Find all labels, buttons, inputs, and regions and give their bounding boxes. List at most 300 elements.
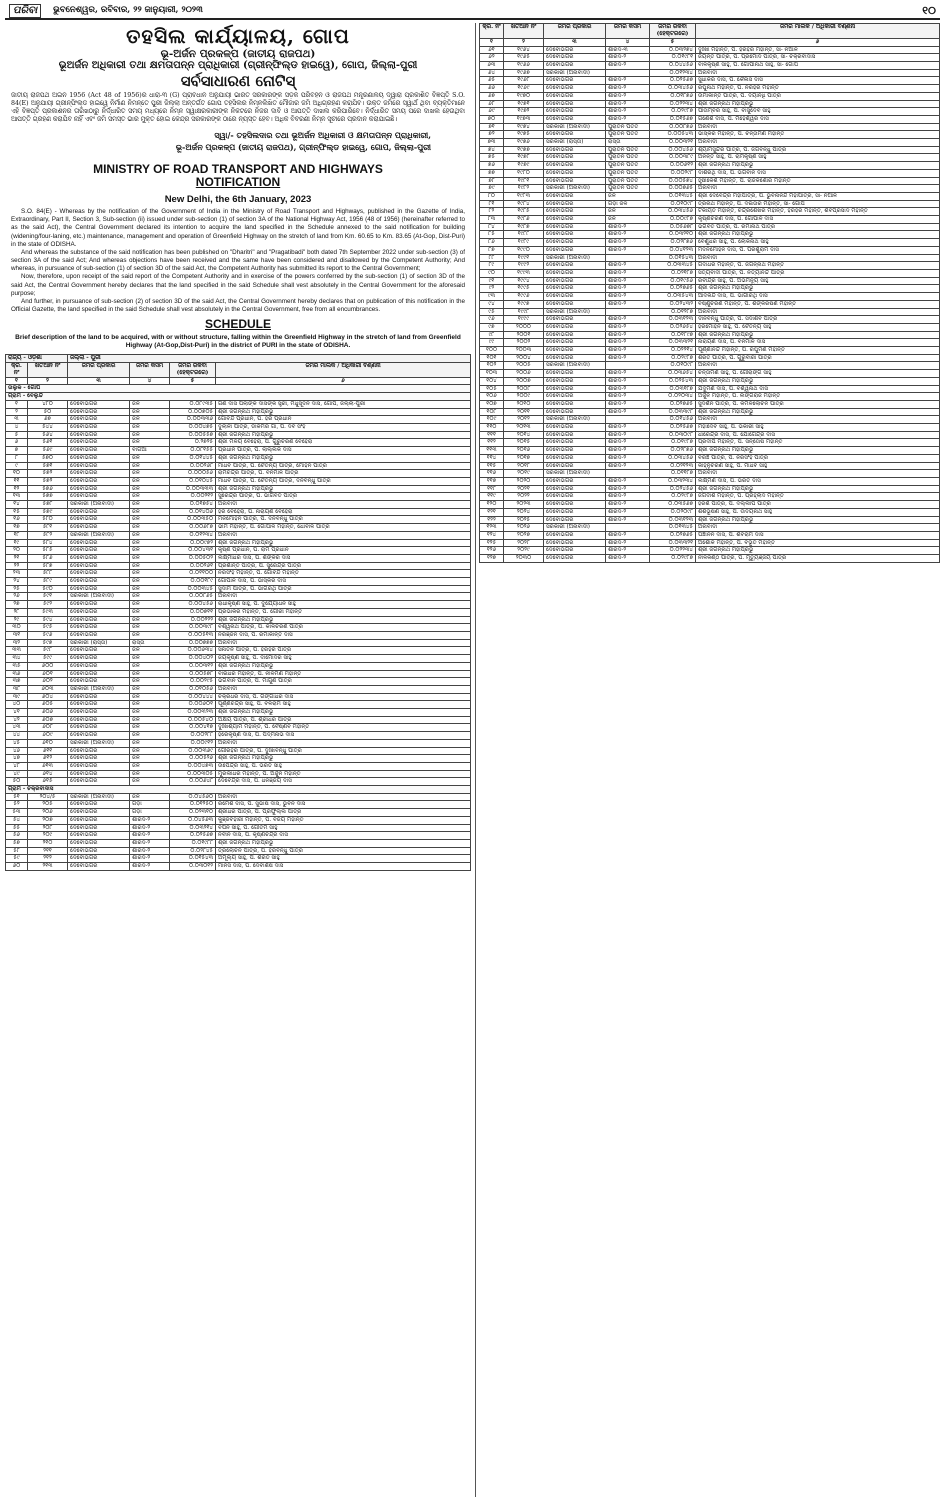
table-row: [480, 231, 940, 239]
land-class-cell: ଜଳ: [130, 655, 170, 663]
serial-cell: ୨୭: [6, 601, 28, 609]
land-type-cell: ଦେବୋଭଗର: [68, 647, 130, 655]
khata-cell: ୫୯୮: [28, 647, 68, 655]
land-type-cell: ଦେବୋଭଗର: [544, 339, 606, 347]
owner-cell: ମନମୋହନ ପାତ୍ର, ପି. ଦିନବନ୍ଧୁ ପାତ୍ର: [216, 516, 471, 524]
serial-cell: ୮୩: [480, 216, 504, 224]
land-type-cell: ଦେବୋଭଗର: [544, 115, 606, 123]
area-cell: ୦.୦୩୫୪୩: [650, 293, 696, 301]
land-type-cell: ଦେବୋଭଗର: [68, 747, 130, 755]
land-class-cell: ଶାରଦ-୨: [606, 331, 650, 339]
khata-cell: ୨୦୨୪: [504, 508, 544, 516]
schedule-table-right: [479, 23, 940, 563]
land-class-cell: ଶାରଦ-୨: [606, 555, 650, 563]
area-cell: ୦.୦୦୯୮୭: [650, 216, 696, 224]
land-type-cell: ଦେବୋଭଗର: [68, 839, 130, 847]
owner-cell: ପ୍ରଦୀପ ମହାନ୍ତି, ପି. ସନ୍ତୋଷ ମହାନ୍ତି: [696, 439, 940, 447]
land-class-cell: ଜଳ: [130, 439, 170, 447]
owner-cell: ଭାସ୍କର ମହାନ୍ତି, ପି. ଚିନ୍ତାମଣି ମହାନ୍ତି: [696, 131, 940, 139]
land-type-cell: ଦେବୋଭଗର: [68, 524, 130, 532]
land-type-cell: ଦେବୋଭଗର: [544, 54, 606, 62]
table-row: [6, 709, 471, 717]
area-cell: ୦.୦୩୧୮୭: [650, 385, 696, 393]
khata-cell: ୨୦୦୬: [504, 370, 544, 378]
odia-title: ତହସିଲ କାର୍ଯ୍ୟାଳୟ, ଗୋପ: [126, 24, 350, 48]
table-row: [6, 670, 471, 678]
table-row: [6, 400, 471, 408]
table-row: [480, 69, 940, 77]
serial-cell: ୯୭: [480, 323, 504, 331]
notification-heading: NOTIFICATION: [195, 175, 281, 190]
serial-cell: ୧୨୭: [480, 555, 504, 563]
column-number: ୧: [480, 38, 504, 46]
owner-cell: ବିଷ୍ଣୁଚରଣ ମହାନ୍ତି, ପି. ଶଙ୍କରଷଣ ମହାନ୍ତି: [696, 300, 940, 308]
serial-cell: ୧୦୯: [480, 416, 504, 424]
area-cell: ୦.୦୧୯୮୧: [650, 54, 696, 62]
serial-cell: ୮୨: [480, 208, 504, 216]
land-class-cell: ଜଳ: [130, 770, 170, 778]
land-class-cell: ଜଳ: [130, 585, 170, 593]
land-class-cell: ଗଡ଼ା: [130, 809, 170, 817]
table-row: [6, 439, 471, 447]
table-row: [6, 454, 471, 462]
area-cell: ୦.୦୩୩୨୧: [650, 539, 696, 547]
odia-authority: ଭୂଅର୍ଜନ ଅଧିକାରୀ ତଥା କ୍ଷମତାପନ୍ନ ପ୍ରାଧିକାରୀ (ଗ୍ରୀନ୍‌ଫିଲ୍ଡ ହାଇୱେ), ଗୋପ, ଜିଲ୍ଲା-ପୁରୀ: [58, 60, 418, 72]
land-class-cell: ଶାରଦ-୨: [606, 285, 650, 293]
khata-cell: ୨୦୦୭: [504, 377, 544, 385]
table-row: [6, 755, 471, 763]
table-row: [480, 146, 940, 154]
khata-cell: ୧୯୯୧: [504, 254, 544, 262]
area-cell: ୦.୦୧୯୮୭: [650, 439, 696, 447]
area-cell: ୦.୦୦୪୦୨: [170, 655, 216, 663]
area-cell: ୦.୨୭୨୫: [170, 439, 216, 447]
serial-cell: ୬୪: [480, 69, 504, 77]
serial-cell: ୯୦: [480, 270, 504, 278]
area-cell: ୦.୦୦୬୩୪: [170, 647, 216, 655]
land-class-cell: ଶାରଦ-୨: [606, 400, 650, 408]
owner-cell: ମହାଦେବ ସାହୁ, ପି. ଭିକାରୀ ସାହୁ: [696, 424, 940, 432]
owner-cell: ଶ୍ରୀ ଜଗନ୍ନାଥ ମହାପ୍ରଭୁ: [696, 485, 940, 493]
table-row: [480, 400, 940, 408]
land-type-cell: ଦେବୋଭଗର: [544, 555, 606, 563]
land-type-cell: ଦେବୋଭଗର: [544, 62, 606, 70]
column-number-row: [6, 377, 471, 385]
table-row: [480, 547, 940, 555]
serial-cell: ୬୨: [480, 54, 504, 62]
khata-cell: ୧୯୭୪: [504, 123, 544, 131]
table-row: [6, 477, 471, 485]
land-type-cell: ଦେବୋଭଗର: [544, 200, 606, 208]
land-type-cell: ଦେବୋଭଗର: [68, 616, 130, 624]
area-cell: ୦.୦୧୫୪୩: [170, 855, 216, 863]
land-type-cell: ଦେବୋଭଗର: [68, 400, 130, 408]
column-number-row: [480, 38, 940, 46]
serial-cell: ୮: [6, 454, 28, 462]
land-type-cell: ଦେବୋଭଗର: [544, 501, 606, 509]
owner-cell: ଶ୍ରୀ ଜଗନ୍ନାଥ ମହାପ୍ରଭୁ: [216, 662, 471, 670]
area-cell: ୦.୦୧୨୫୦: [170, 801, 216, 809]
table-row: [6, 732, 471, 740]
khata-cell: ୧୯୮୫: [504, 208, 544, 216]
serial-cell: ୧୪: [6, 501, 28, 509]
table-row: [480, 477, 940, 485]
table-row: [480, 339, 940, 347]
table-row: [480, 123, 940, 131]
area-cell: ୦.୦୩୩୨୧: [650, 339, 696, 347]
owner-cell: ପ୍ରଶାନ୍ତ ପାତ୍ର, ପି. ସୁରେନ୍ଦ୍ର ପାତ୍ର: [216, 562, 471, 570]
serial-cell: ୬୦: [6, 863, 28, 871]
khata-cell: ୨୦୩୦: [504, 555, 544, 563]
owner-cell: ଅକ୍ଷୟ ପାତ୍ର, ପି. ଶ୍ରୀଧର ପାତ୍ର: [216, 716, 471, 724]
owner-cell: ରଘୁନାଥ ମହାନ୍ତି, ପି. ନରହରି ମହାନ୍ତି: [696, 85, 940, 93]
land-type-cell: ଦେବୋଭଗର: [68, 424, 130, 432]
table-row: [6, 616, 471, 624]
land-class-cell: ଶାରଦ-୨: [606, 462, 650, 470]
table-row: [480, 100, 940, 108]
land-class-cell: ଜଳ: [130, 747, 170, 755]
area-cell: ୦.୦୦୨୨୨: [170, 616, 216, 624]
khata-cell: ୨୦୨୭: [504, 531, 544, 539]
table-row: [6, 793, 471, 801]
area-cell: ୦.୦୦୫୭୮: [170, 670, 216, 678]
land-type-cell: ଦେବୋଭଗର: [68, 485, 130, 493]
owner-cell: ପଞ୍ଚାନନ ଦାସ, ପି. ଶିବରାମ ଦାସ: [696, 531, 940, 539]
khata-cell: ୧୯୯୭: [504, 300, 544, 308]
khata-cell: ୬୧୧: [28, 747, 68, 755]
land-class-cell: ଶାରଦ-୨: [606, 262, 650, 270]
land-class-cell: ଶାରଦ-୨: [130, 824, 170, 832]
land-class-cell: ପୁରାତନ ପତିତ: [606, 154, 650, 162]
area-cell: ୦.୦୦୪୭୫: [170, 424, 216, 432]
land-type-cell: ଦେବୋଭଗର: [544, 293, 606, 301]
owner-cell: ସୁଦାମ ପାତ୍ର, ପି. ଭାଗିରଥି ପାତ୍ର: [216, 585, 471, 593]
khata-cell: ୫୯୯: [28, 655, 68, 663]
land-type-cell: ଦେବୋଭଗର: [544, 239, 606, 247]
owner-cell: ହରେକୃଷ୍ଣ ଦାସ, ପି. ପଦ୍ମନାଭ ଦାସ: [216, 732, 471, 740]
land-type-cell: ଦେବୋଭଗର: [68, 431, 130, 439]
owner-cell: ଅନାବାଦୀ: [216, 639, 471, 647]
area-cell: ୦.୦୦୯୭୨: [170, 539, 216, 547]
serial-cell: ୫୬: [6, 832, 28, 840]
land-class-cell: ଜଳ: [130, 724, 170, 732]
serial-cell: ୭୨: [480, 131, 504, 139]
serial-cell: ୨୧: [6, 554, 28, 562]
serial-cell: ୭୧: [480, 123, 504, 131]
area-cell: ୦.୦୩୨୧୦: [650, 231, 696, 239]
area-cell: ୦.୦୧୩୪୫: [650, 524, 696, 532]
land-class-cell: ଶାରଦ-୨: [606, 239, 650, 247]
table-row: [480, 185, 940, 193]
table-row: [480, 462, 940, 470]
serial-cell: ୩୦: [6, 624, 28, 632]
owner-cell: ବେଣୁଧର ସାହୁ, ପି. ଲୋକନାଥ ସାହୁ: [696, 239, 940, 247]
owner-cell: ସତ୍ୟବାଦୀ ପାତ୍ର, ପି. ନିତ୍ୟାନନ୍ଦ ପାତ୍ର: [696, 270, 940, 278]
land-class-cell: ଶାରଦ-୨: [606, 115, 650, 123]
column-number: ୩: [544, 38, 606, 46]
land-type-cell: ଦେବୋଭଗର: [68, 724, 130, 732]
land-class-cell: ଶାରଦ-୨: [606, 246, 650, 254]
area-cell: ୦.୦୦୫୨୬: [170, 755, 216, 763]
area-cell: ୦.୦୦୭୬୫: [650, 185, 696, 193]
land-class-cell: ଶାରଦ-୨: [606, 316, 650, 324]
column-number: ୩: [68, 377, 130, 385]
land-type-cell: ଦେବୋଭଗର: [544, 262, 606, 270]
table-row: [480, 431, 940, 439]
table-row: [6, 501, 471, 509]
owner-cell: କୁଞ୍ଜବିହାରୀ ମହାନ୍ତି, ପି. ବିଜୟ ମହାନ୍ତି: [216, 816, 471, 824]
land-type-cell: ଦେବୋଭଗର: [68, 508, 130, 516]
column-header: କ୍ର. ନଂ: [6, 362, 28, 377]
page-number: ୧୦: [922, 3, 936, 17]
land-type-cell: ଦେବୋଭଗର: [544, 539, 606, 547]
land-class-cell: ପୁରାତନ ପତିତ: [606, 169, 650, 177]
land-type-cell: ଦେବୋଭଗର: [544, 531, 606, 539]
owner-cell: ତ୍ରିଲୋଚନ ପାତ୍ର, ପି. ହରିବନ୍ଧୁ ପାତ୍ର: [216, 847, 471, 855]
land-type-cell: ଦେବୋଭଗର: [68, 701, 130, 709]
serial-cell: ୬: [6, 439, 28, 447]
land-class-cell: ଶାରଦ-୨: [130, 855, 170, 863]
table-row: [480, 131, 940, 139]
area-cell: ୦.୦୦୮୭୬: [650, 123, 696, 131]
serial-cell: ୫: [6, 431, 28, 439]
land-type-cell: ଦେବୋଭଗର: [544, 316, 606, 324]
owner-cell: ଅନାବାଦୀ: [696, 362, 940, 370]
table-row: [6, 801, 471, 809]
owner-cell: ଧୀରେନ୍ଦ୍ର ଦାସ, ପି. ଯୋଗେନ୍ଦ୍ର ଦାସ: [696, 431, 940, 439]
land-class-cell: ଶାରଦ-୨: [130, 816, 170, 824]
land-class-cell: ଶାରଦ-୨: [606, 277, 650, 285]
owner-cell: ଅନାବାଦୀ: [696, 69, 940, 77]
khata-cell: ୫୯୭: [28, 639, 68, 647]
serial-cell: ୧୧୨: [480, 439, 504, 447]
area-cell: ୦.୦୦୩୩୬: [170, 416, 216, 424]
khata-cell: ୫୯୫: [28, 624, 68, 632]
khata-cell: ୨୦୪/୫: [28, 793, 68, 801]
area-cell: ୦.୦୦୫୪୩: [650, 131, 696, 139]
khata-cell: ୫୮୪: [28, 539, 68, 547]
owner-cell: ଦୁଃଖିଶ୍ୟାମ ମହାନ୍ତି, ପି. ବୈଷ୍ଣବ ମହାନ୍ତି: [216, 724, 471, 732]
khata-cell: ୨୦୧୪: [504, 431, 544, 439]
table-row: [480, 85, 940, 93]
odia-notice-body: ଜାତୀୟ ରାଜପଥ ଅଇନ 1956 (Act 48 of 1956)ର ଧାରା-୩ (G) ପ୍ରାବଧାନ ଅନୁଯାୟୀ ଭାରତ ସରକାରଙ୍କ ସଡ଼କ ପରିବହନ ଓ ରାଜପଥ ମନ୍ତ୍ରଣାଳୟ ଦ୍ୱାରା ପ୍ରକାଶିତ ବିଜ୍ଞପ୍ତି S.O. 84(E) ଅନୁଯାୟୀ ଗ୍ରୀନ୍‌ଫିଲ୍ଡ ହାଇୱେ ନିର୍ମାଣ ନିମନ୍ତେ ପୁରୀ ଜିଲ୍ଲା ଅନ୍ତର୍ଗତ ଗୋପ ତହସିଲର ନିମ୍ନଲିଖିତ ମୌଜାର ଜମି ଅଧିଗ୍ରହଣ କରାଯିବ। ଉକ୍ତ ଜମିରେ ସ୍ୱାର୍ଥ ଥିବା ବ୍ୟକ୍ତିମାନେ ଏହି ବିଜ୍ଞପ୍ତି ପ୍ରକାଶନର ତାରିଖଠାରୁ ନିର୍ଦ୍ଧାରିତ ସମୟ ମଧ୍ୟରେ ନିମ୍ନ ସ୍ୱାକ୍ଷରକାରୀଙ୍କ ନିକଟରେ ନିଜର ଦାବି ଓ ଆପତ୍ତି ଦାଖଲ କରିପାରିବେ। ନିର୍ଦ୍ଧାରିତ ସମୟ ପରେ ଦାଖଲ ହେଉଥିବା ଆପତ୍ତି ଗ୍ରହଣ କରାଯିବ ନାହିଁ ଏବଂ ଜମି ସମସ୍ତ ଭାର ମୁକ୍ତ ହୋଇ କେନ୍ଦ୍ର ସରକାରଙ୍କ ଠାରେ ନ୍ୟସ୍ତ ହେବ। ଅଧିକ ବିବରଣୀ ନିମ୍ନ ସୂଚୀରେ ପ୍ରଦାନ କରାଯାଇଛି।: [11, 91, 465, 124]
khata-cell: ୫୯୧: [28, 593, 68, 601]
owner-cell: ଦେବେନ୍ଦ୍ର ଦାସ, ପି. ଧନଞ୍ଜୟ ଦାସ: [216, 778, 471, 786]
owner-cell: ତ୍ରିନାଥ ମହାନ୍ତି, ପି. ଦଇତାରି ମହାନ୍ତି, ସା- ଗୋପ: [696, 200, 940, 208]
land-class-cell: ଶାରଦ-୨: [606, 377, 650, 385]
khata-cell: ୫୮୬: [28, 554, 68, 562]
land-type-cell: ଦେବୋଭଗର: [68, 809, 130, 817]
table-row: [480, 331, 940, 339]
column-number: ୪: [130, 377, 170, 385]
land-type-cell: ଦେବୋଭଗର: [68, 832, 130, 840]
table-row: [6, 408, 471, 416]
serial-cell: ୪୮: [6, 762, 28, 770]
owner-cell: ରାଧାକୃଷ୍ଣ ସାହୁ, ପି. ଦୁର୍ଯ୍ୟୋଧନ ସାହୁ: [216, 601, 471, 609]
table-row: [480, 508, 940, 516]
owner-cell: ଅନାବାଦୀ: [216, 793, 471, 801]
area-cell: ୦.୦୦୫୫୭: [170, 431, 216, 439]
owner-cell: ନୀଳକଣ୍ଠ ପାତ୍ର, ପି. ମୃତ୍ୟୁଞ୍ଜୟ ପାତ୍ର: [696, 555, 940, 563]
khata-cell: ୧୯୮୧: [504, 177, 544, 185]
owner-cell: ପୂର୍ଣ୍ଣାନନ୍ଦ ମହାନ୍ତି, ପି. ରଘୁମଣି ମହାନ୍ତି: [696, 347, 940, 355]
khata-cell: ୬୧୫: [28, 778, 68, 786]
khata-cell: ୨୦୨୩: [504, 501, 544, 509]
table-row: [6, 470, 471, 478]
khata-cell: ୨୦୦୨: [504, 339, 544, 347]
khata-cell: ୫୪୪: [28, 424, 68, 432]
owner-cell: ଅନାବାଦୀ: [216, 531, 471, 539]
land-type-cell: ଦେବୋଭଗର: [68, 562, 130, 570]
land-type-cell: ଦେବୋଭଗର: [544, 493, 606, 501]
serial-cell: ୯୪: [480, 300, 504, 308]
khata-cell: ୧୯୯୫: [504, 285, 544, 293]
serial-cell: ୮୯: [480, 262, 504, 270]
owner-cell: ଶ୍ରୀ ଜଗନ୍ନାଥ ମହାପ୍ରଭୁ: [696, 377, 940, 385]
khata-cell: ୨୦୨୫: [504, 516, 544, 524]
land-class-cell: ଜଳ: [130, 685, 170, 693]
owner-cell: ନାରାୟଣ ଦାସ, ପି. ବନମାଳି ଦାସ: [696, 339, 940, 347]
owner-cell: ଶ୍ରୀ ଜଗନ୍ନାଥ ମହାପ୍ରଭୁ: [696, 547, 940, 555]
khata-cell: ୨୦୦୧: [504, 331, 544, 339]
khata-cell: ୨୦୧୮: [504, 462, 544, 470]
english-notice-body: [5, 206, 471, 314]
serial-cell: ୧୧୫: [480, 462, 504, 470]
table-row: [480, 115, 940, 123]
table-row: [6, 724, 471, 732]
land-type-cell: ଦେବୋଭଗର: [68, 863, 130, 871]
owner-cell: ଭଗବାନ ପାତ୍ର, ପି. ମାଗୁଣି ପାତ୍ର: [216, 678, 471, 686]
table-row: [480, 162, 940, 170]
area-cell: ୦.୦୦୪୭୩: [170, 762, 216, 770]
land-type-cell: ଦେବୋଭଗର: [68, 477, 130, 485]
land-class-cell: ଶାରଦ-୨: [606, 92, 650, 100]
notification-dateline: New Delhi, the 6th January, 2023: [164, 194, 312, 206]
owner-cell: ସନାତନ ପାତ୍ର, ପି. ହରିହର ପାତ୍ର: [216, 647, 471, 655]
land-type-cell: ଦେବୋଭଗର: [68, 539, 130, 547]
serial-cell: ୧୦୫: [480, 385, 504, 393]
table-row: [6, 624, 471, 632]
khata-cell: ୫୯୬: [28, 631, 68, 639]
land-class-cell: ଜଳ: [130, 470, 170, 478]
table-row: [6, 678, 471, 686]
table-row: [6, 778, 471, 786]
serial-cell: ୮୭: [480, 246, 504, 254]
area-cell: ୦.୦୪୧୨୩: [650, 246, 696, 254]
area-cell: ୦.୦୦୪୪୪: [170, 693, 216, 701]
serial-cell: ୭୯: [480, 185, 504, 193]
odia-signature-line2: ଭୂ-ଅର୍ଜନ ପ୍ରକଳ୍ପ (ଜାତୀୟ ରାଜପଥ), ଗ୍ରୀନ୍‌ଫିଲ୍ଡ ହାଇୱେ, ଗୋପ, ଜିଲ୍ଲା-ପୁରୀ: [175, 141, 431, 152]
table-row: [6, 539, 471, 547]
serial-cell: ୯୧: [480, 277, 504, 285]
area-cell: ୦.୦୨୯୮୭: [650, 108, 696, 116]
area-cell: ୦.୦୦୨୬୮: [170, 462, 216, 470]
area-cell: ୦.୦୧୪୦୬: [170, 508, 216, 516]
area-cell: ୦.୦୧୨୩୪: [650, 69, 696, 77]
serial-cell: ୧୦୩: [480, 370, 504, 378]
area-cell: ୦.୦୩୪୫୬: [650, 85, 696, 93]
serial-cell: ୯୨: [480, 285, 504, 293]
serial-cell: ୧୦୭: [480, 400, 504, 408]
table-row: [6, 493, 471, 501]
land-type-cell: ଦେବୋଭଗର: [68, 439, 130, 447]
serial-cell: ୬୫: [480, 77, 504, 85]
serial-cell: ୫୫: [6, 824, 28, 832]
land-type-cell: ଦେବୋଭଗର: [68, 816, 130, 824]
khata-cell: ୨୦୧୨: [504, 416, 544, 424]
serial-cell: ୨୮: [6, 608, 28, 616]
owner-cell: ହରିଶ ପାତ୍ର, ପି. ଦିଲ୍ଲୀପ ପାତ୍ର: [696, 501, 940, 509]
serial-cell: ୧୧: [6, 477, 28, 485]
khata-cell: ୨୦୨୮: [504, 539, 544, 547]
khata-cell: ୨୦୧୫: [504, 439, 544, 447]
table-row: [6, 747, 471, 755]
schedule-table-left-body: [6, 385, 471, 870]
serial-cell: ୪୨: [6, 716, 28, 724]
serial-cell: ୯୬: [480, 316, 504, 324]
land-class-cell: ଶାରଦ-୨: [606, 493, 650, 501]
area-cell: ୦.୦୧୮୯୭: [650, 331, 696, 339]
land-type-cell: ଦେବୋଭଗର: [544, 192, 606, 200]
land-class-cell: ଶାରଦ-୨: [130, 832, 170, 840]
serial-cell: ୧୦୪: [480, 377, 504, 385]
land-type-cell: ସରକାରୀ (ଅନାବାଦୀ): [544, 254, 606, 262]
land-type-cell: ଦେବୋଭଗର: [68, 624, 130, 632]
khata-cell: ୧୯୯୩: [504, 270, 544, 278]
table-row: [480, 370, 940, 378]
table-row: [480, 169, 940, 177]
area-cell: ୦.୦୦୨୮୮: [170, 732, 216, 740]
table-row: [480, 416, 940, 424]
land-type-cell: ଦେବୋଭଗର: [68, 847, 130, 855]
land-type-cell: ଦେବୋଭଗର: [68, 778, 130, 786]
land-class-cell: ଜଳ: [130, 762, 170, 770]
owner-cell: ରବୀନ୍ଦ୍ର ସାହୁ, ପି. ଅଭିମନ୍ୟୁ ସାହୁ: [696, 277, 940, 285]
owner-cell: ଅନାବାଦୀ: [216, 593, 471, 601]
area-cell: ୦.୦୨୨୧୪: [650, 347, 696, 355]
owner-cell: ବିଶ୍ୱନାଥ ପାତ୍ର, ପି. କାଳିଚରଣ ପାତ୍ର: [216, 624, 471, 632]
table-row: [480, 300, 940, 308]
schedule-table-left: [5, 354, 471, 871]
column-header: ଜମିର ମାଲିକ / ଅଧିକାରୀ ବର୍ଣ୍ଣନା: [696, 24, 940, 39]
column-header: ଜମିର କିସମ: [130, 362, 170, 377]
area-cell: ୦.୦୩୦୯୮: [650, 431, 696, 439]
column-number: ୨: [28, 377, 68, 385]
area-cell: ୦.୦୩୪୫୬: [650, 208, 696, 216]
land-class-cell: ଶାରଦ-୨: [130, 847, 170, 855]
land-class-cell: ଶାରଦ-୨: [606, 439, 650, 447]
land-type-cell: ଦେବୋଭଗର: [544, 377, 606, 385]
land-type-cell: ଦେବୋଭଗର: [544, 485, 606, 493]
area-cell: ୦.୦୨୯୮୭: [650, 555, 696, 563]
table-row: [6, 662, 471, 670]
table-row: [6, 447, 471, 455]
table-row: [6, 424, 471, 432]
owner-cell: ଶ୍ରୀ ଜଗନ୍ନାଥ ମହାପ୍ରଭୁ: [696, 231, 940, 239]
land-type-cell: ଦେବୋଭଗର: [544, 216, 606, 224]
village-label: ଗ୍ରାମ - ଚକ୍ରବାଦାସ: [6, 786, 471, 794]
khata-cell: ୫୭୯: [28, 508, 68, 516]
khata-cell: ୫୭୬: [28, 485, 68, 493]
serial-cell: ୨୯: [6, 616, 28, 624]
land-type-cell: ଦେବୋଭଗର: [68, 709, 130, 717]
khata-cell: ୫୮୦: [28, 516, 68, 524]
khata-cell: ୧୯୯୯: [504, 316, 544, 324]
land-type-cell: ଦେବୋଭଗର: [68, 755, 130, 763]
land-class-cell: ବାଗିଆ: [130, 447, 170, 455]
owner-cell: ପୀତାମ୍ବର ସାହୁ, ପି. ବାସୁଦେବ ସାହୁ: [696, 108, 940, 116]
column-number: ୬: [216, 377, 471, 385]
